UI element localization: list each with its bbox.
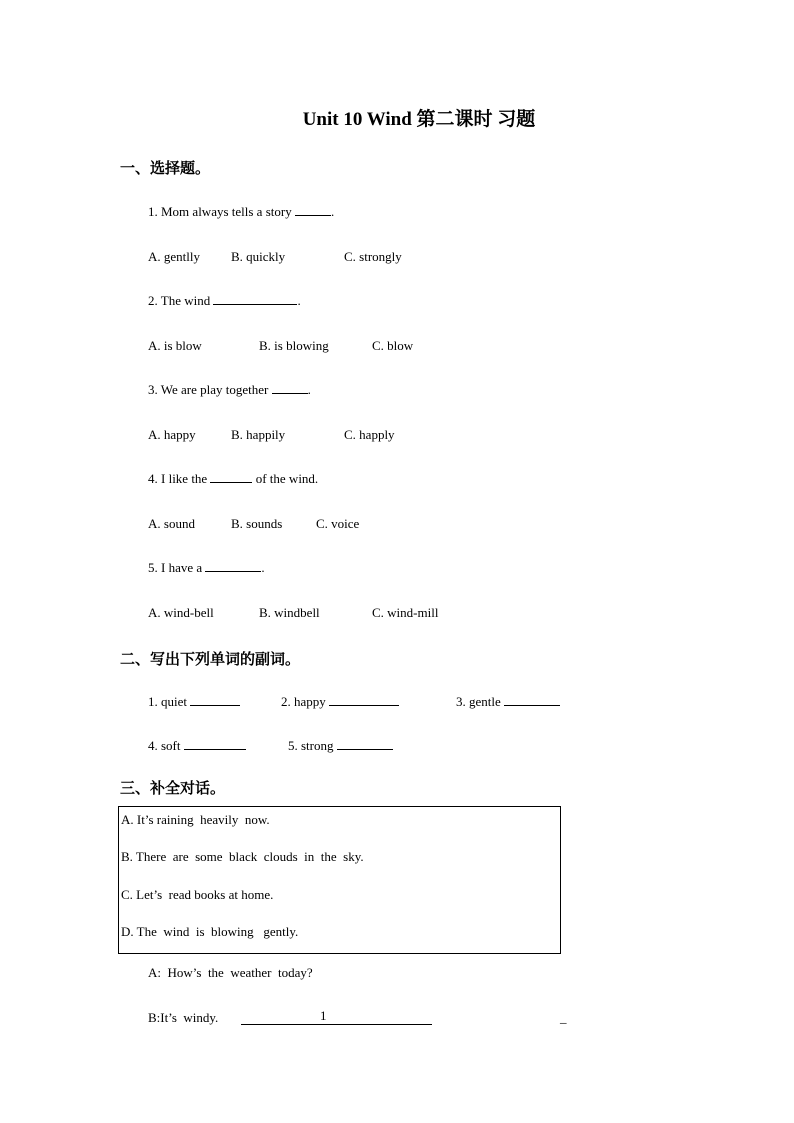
- option-c[interactable]: C. happly: [344, 427, 395, 442]
- option-b[interactable]: B. is blowing: [259, 338, 329, 353]
- option-b[interactable]: B. quickly: [231, 249, 286, 264]
- dialog-line-a: A: How’s the weather today?: [148, 965, 313, 980]
- sentence-options-box: [118, 806, 561, 954]
- answer-blank[interactable]: [213, 293, 297, 305]
- question-3: [148, 382, 311, 398]
- question-2: [148, 293, 301, 309]
- answer-blank[interactable]: [329, 694, 399, 706]
- option-c[interactable]: C. strongly: [344, 249, 402, 264]
- question-tail: .: [297, 293, 301, 308]
- page-title: Unit 10 Wind 第二课时 习题: [302, 109, 536, 130]
- word-label: 2. happy: [281, 694, 326, 709]
- section-2-heading: 二、写出下列单词的副词。: [120, 650, 301, 668]
- option-a[interactable]: A. gentlly: [148, 249, 200, 264]
- adverb-item-3: [456, 694, 560, 710]
- answer-blank[interactable]: [295, 204, 331, 216]
- adverb-item-4: [148, 738, 246, 754]
- question-5: [148, 560, 265, 576]
- answer-blank[interactable]: [337, 738, 393, 750]
- question-stem: 4. I like the: [148, 471, 208, 486]
- adverb-item-5: [288, 738, 393, 754]
- option-b[interactable]: B. windbell: [259, 605, 320, 620]
- question-stem: 1. Mom always tells a story: [148, 204, 292, 219]
- answer-blank[interactable]: [205, 560, 261, 572]
- question-tail: .: [330, 204, 335, 219]
- question-stem: 2. The wind: [148, 293, 211, 308]
- section-3-heading: 三、补全对话。: [120, 779, 226, 797]
- option-c[interactable]: C. voice: [316, 516, 360, 531]
- answer-blank[interactable]: [190, 694, 240, 706]
- option-c[interactable]: C. blow: [372, 338, 414, 353]
- answer-blank[interactable]: [184, 738, 246, 750]
- sentence-option-d: D. The wind is blowing gently.: [121, 924, 299, 939]
- option-a[interactable]: A. happy: [148, 427, 196, 442]
- blank-number-1: 1: [320, 1008, 327, 1023]
- word-label: 5. strong: [288, 738, 334, 753]
- question-stem: 5. I have a: [148, 560, 203, 575]
- sentence-option-b: B. There are some black clouds in the sky.: [121, 849, 364, 864]
- sentence-option-c: C. Let’s read books at home.: [121, 887, 274, 902]
- option-a[interactable]: A. wind-bell: [148, 605, 214, 620]
- word-label: 3. gentle: [456, 694, 501, 709]
- answer-blank[interactable]: [210, 471, 252, 483]
- option-a[interactable]: A. sound: [148, 516, 195, 531]
- word-label: 4. soft: [148, 738, 181, 753]
- question-4: [148, 471, 318, 487]
- answer-blank[interactable]: [272, 382, 308, 394]
- question-1: [148, 204, 334, 220]
- question-tail: .: [261, 560, 265, 575]
- adverb-item-1: [148, 694, 240, 710]
- option-c[interactable]: C. wind-mill: [372, 605, 439, 620]
- option-a[interactable]: A. is blow: [148, 338, 202, 353]
- trailing-mark: _: [560, 1010, 567, 1025]
- adverb-item-2: [281, 694, 399, 710]
- answer-blank[interactable]: [504, 694, 560, 706]
- question-tail: of the wind.: [255, 471, 319, 486]
- dialog-line-b: B:It’s windy.: [148, 1010, 219, 1025]
- sentence-option-a: A. It’s raining heavily now.: [121, 812, 270, 827]
- dialog-answer-blank-1[interactable]: [241, 1010, 432, 1025]
- question-stem: 3. We are play together: [148, 382, 269, 397]
- option-b[interactable]: B. happily: [231, 427, 286, 442]
- section-1-heading: 一、选择题。: [120, 159, 211, 177]
- option-b[interactable]: B. sounds: [231, 516, 283, 531]
- word-label: 1. quiet: [148, 694, 187, 709]
- question-tail: .: [307, 382, 311, 397]
